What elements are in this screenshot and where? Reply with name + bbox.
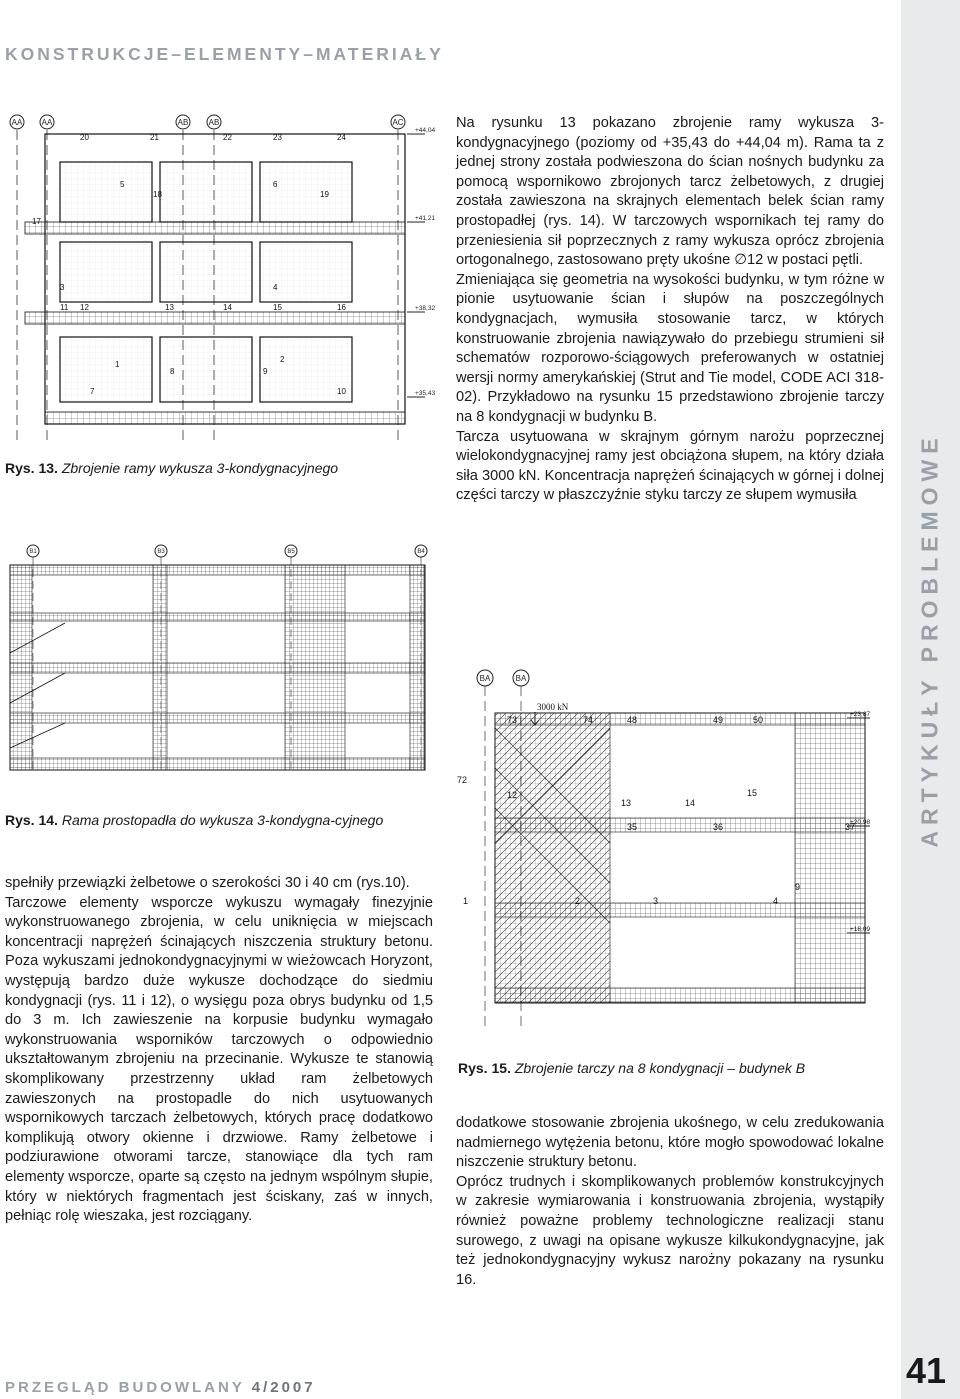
fig13-level-label: +38,32	[415, 305, 436, 312]
svg-text:49: 49	[713, 715, 724, 725]
right-column-bottom-text	[456, 1114, 884, 1290]
svg-text:B5: B5	[287, 549, 295, 555]
svg-text:10: 10	[337, 387, 346, 396]
figure-13-frame	[45, 134, 405, 424]
svg-text:6: 6	[273, 180, 278, 189]
svg-text:3: 3	[60, 283, 65, 292]
paragraph: Tarczowe elementy wsporcze wykuszu wymagały finezyjnie wykonstruowanego zbrojenia, w celu uniknięcia w miejscach koncentracji naprężeń ścinających niszczenia struktury betonu. Poza wykuszami jednokondygnacyjnymi w wieżowcach Horyzont, występują bardzo duże wykusze dochodzące do siedmiu kondygnacji (rys. 11 i 12), o wysięgu poza obrys budynku od 1,5 do 3 m. Ich zawieszenie na korpusie budynku wymagało wykonstruowania wsporników tarczowych o odpowiednio ukształtowanym zbrojeniu na przecinanie. Wykusze te stanowią skomplikowany przestrzenny układ ram żelbetowych zawieszonych na prostopadle do nich usytuowanych wspornikowych tarczach żelbetowych, których pracę dodatkowo komplikują otwory okienne i drzwiowe. Ramy żelbetowe i podziurawione otworami tarcze, stanowiące dla tych ram elementy wsporcze, oparte są często na jednym wspólnym słupie, który w niektórych fragmentach jest ściskany, zaś w innych, pełniąc rolę wieszaka, jest rozciągany.	[5, 894, 433, 1225]
figure-14-caption-text: Rama prostopadła do wykusza 3-kondygna-cyjnego	[61, 812, 384, 828]
svg-text:24: 24	[337, 133, 346, 142]
svg-text:22: 22	[223, 133, 232, 142]
figure-14-caption	[5, 810, 415, 830]
svg-text:50: 50	[753, 715, 764, 725]
figure-14-drawing	[5, 543, 445, 778]
fig13-axis-label: AA	[41, 118, 53, 127]
figure-15-drawing	[455, 668, 895, 1038]
svg-text:15: 15	[273, 303, 282, 312]
fig13-level-label: +35,43	[415, 390, 436, 397]
figure-13-caption	[5, 458, 445, 478]
svg-text:12: 12	[80, 303, 89, 312]
svg-text:BA: BA	[479, 674, 491, 683]
svg-text:17: 17	[32, 217, 41, 226]
paragraph: Tarcza usytuowana w skrajnym górnym narożu poprzecznej wielokondygnacyjnej ramy jest obciążona słupem, na który działa siła 3000 kN. Koncentracja naprężeń ścinających w górnej i dolnej części tarczy w płaszczyźnie styku tarczy ze słupem wymusiła	[456, 428, 884, 504]
svg-text:2: 2	[280, 355, 285, 364]
svg-text:16: 16	[337, 303, 346, 312]
svg-text:74: 74	[583, 715, 594, 725]
fig13-axis-label: AC	[392, 118, 404, 127]
svg-text:11: 11	[60, 303, 69, 312]
svg-text:2: 2	[575, 896, 581, 906]
svg-text:BA: BA	[515, 674, 527, 683]
right-column-top-text	[456, 114, 884, 506]
figure-13	[5, 112, 445, 447]
svg-text:13: 13	[165, 303, 174, 312]
svg-text:21: 21	[150, 133, 159, 142]
figure-15-caption-number: Rys. 15.	[458, 1060, 511, 1076]
svg-text:4: 4	[273, 283, 278, 292]
figure-13-caption-text: Zbrojenie ramy wykusza 3-kondygnacyjnego	[61, 460, 339, 476]
svg-text:14: 14	[685, 798, 696, 808]
paragraph: Na rysunku 13 pokazano zbrojenie ramy wykusza 3-kondygnacyjnego (poziomy od +35,43 do +44,04 m). Rama ta z jednej strony została podwieszona do ścian nośnych budynku za pomocą wspornikowo zbrojonych tarcz żelbetowych, z drugiej została zawieszona na skrajnych elementach belek ścian ramy prostopadłej (rys. 14). W tarczowych wspornikach tej ramy do przeniesienia sił poprzecznych z ramy wykusza oprócz zbrojenia ortogonalnego, zastosowano pręty ukośne ∅12 w postaci pętli.	[456, 115, 884, 269]
svg-text:B1: B1	[29, 549, 37, 555]
svg-text:13: 13	[621, 798, 632, 808]
svg-text:37: 37	[845, 822, 856, 832]
svg-text:72: 72	[457, 775, 468, 785]
svg-text:23: 23	[273, 133, 282, 142]
svg-text:48: 48	[627, 715, 638, 725]
paragraph: Oprócz trudnych i skomplikowanych problemów konstrukcyjnych w zakresie wymiarowania i konstruowania zbrojenia, wystąpiły również poważne problemy technologiczne realizacji stanu surowego, z uwagi na opisane wykusze kilkukondygnacyjne, jak też jednokondygnacyjny wykusz narożny pokazany na rysunku 16.	[456, 1173, 884, 1288]
svg-text:14: 14	[223, 303, 232, 312]
figure-14-axis-markers	[27, 545, 427, 557]
figure-13-caption-number: Rys. 13.	[5, 460, 58, 476]
figure-15	[455, 668, 895, 1038]
fig15-force-label: 3000 kN	[537, 702, 569, 712]
svg-text:15: 15	[747, 788, 758, 798]
fig13-level-label: +41,21	[415, 215, 436, 222]
svg-text:73: 73	[507, 715, 518, 725]
figure-15-caption	[458, 1058, 898, 1078]
svg-text:7: 7	[90, 387, 95, 396]
svg-text:12: 12	[507, 790, 518, 800]
svg-text:1: 1	[115, 360, 120, 369]
left-column-text	[5, 874, 433, 1227]
svg-text:1: 1	[463, 896, 469, 906]
figure-14-frame	[10, 565, 425, 770]
figure-13-levels	[407, 127, 435, 397]
fig13-level-label: +44,04	[415, 127, 436, 134]
svg-text:19: 19	[320, 190, 329, 199]
paragraph: Zmieniająca się geometria na wysokości budynku, w tym różne w pionie usytuowanie ścian i słupów na poszczególnych kondygnacjach, wymusiła stosowanie tarcz, w których konstruowanie zbrojenia nawiązywało do przebiegu strumieni sił schematów rozporowo-ściągowych preferowanych w ostatniej wersji normy amerykańskiej (Strut and Tie model, CODE ACI 318-02). Przykładowo na rysunku 15 przedstawiono zbrojenie tarczy na 8 kondygnacji w budynku B.	[456, 271, 884, 425]
fig13-axis-label: AB	[208, 118, 220, 127]
fig13-axis-label: AA	[11, 118, 23, 127]
svg-text:20: 20	[80, 133, 89, 142]
figure-15-axis-markers	[477, 670, 529, 686]
footer	[5, 1379, 316, 1396]
footer-issue: 4/2007	[251, 1379, 316, 1396]
svg-text:+23,87: +23,87	[850, 711, 871, 718]
svg-text:B3: B3	[157, 549, 165, 555]
svg-text:5: 5	[120, 180, 125, 189]
svg-text:B4: B4	[417, 549, 425, 555]
svg-text:4: 4	[773, 896, 779, 906]
svg-text:+18,09: +18,09	[850, 926, 871, 933]
footer-journal: PRZEGLĄD BUDOWLANY	[5, 1379, 245, 1396]
fig13-axis-label: AB	[177, 118, 189, 127]
page-number: 41	[906, 1350, 947, 1391]
svg-text:35: 35	[627, 822, 638, 832]
paragraph: dodatkowe stosowanie zbrojenia ukośnego, w celu zredukowania nadmiernego wytężenia betonu, które mogło spowodować lokalne niszczenie struktury betonu.	[456, 1115, 884, 1171]
svg-text:+20,98: +20,98	[850, 819, 871, 826]
side-section-label: ARTYKUŁY PROBLEMOWE	[916, 432, 943, 848]
figure-13-axis-markers	[10, 115, 405, 129]
figure-14-caption-number: Rys. 14.	[5, 812, 58, 828]
svg-text:36: 36	[713, 822, 724, 832]
figure-14	[5, 543, 445, 778]
svg-text:8: 8	[170, 367, 175, 376]
figure-13-drawing	[5, 112, 445, 447]
header-title: KONSTRUKCJE–ELEMENTY–MATERIAŁY	[5, 44, 444, 64]
svg-text:9: 9	[795, 882, 801, 892]
svg-text:9: 9	[263, 367, 268, 376]
svg-text:3: 3	[653, 896, 659, 906]
figure-15-caption-text: Zbrojenie tarczy na 8 kondygnacji – budynek B	[514, 1060, 806, 1076]
paragraph: spełniły przewiązki żelbetowe o szerokości 30 i 40 cm (rys.10).	[5, 875, 410, 891]
svg-text:18: 18	[153, 190, 162, 199]
figure-15-frame	[495, 713, 865, 1003]
